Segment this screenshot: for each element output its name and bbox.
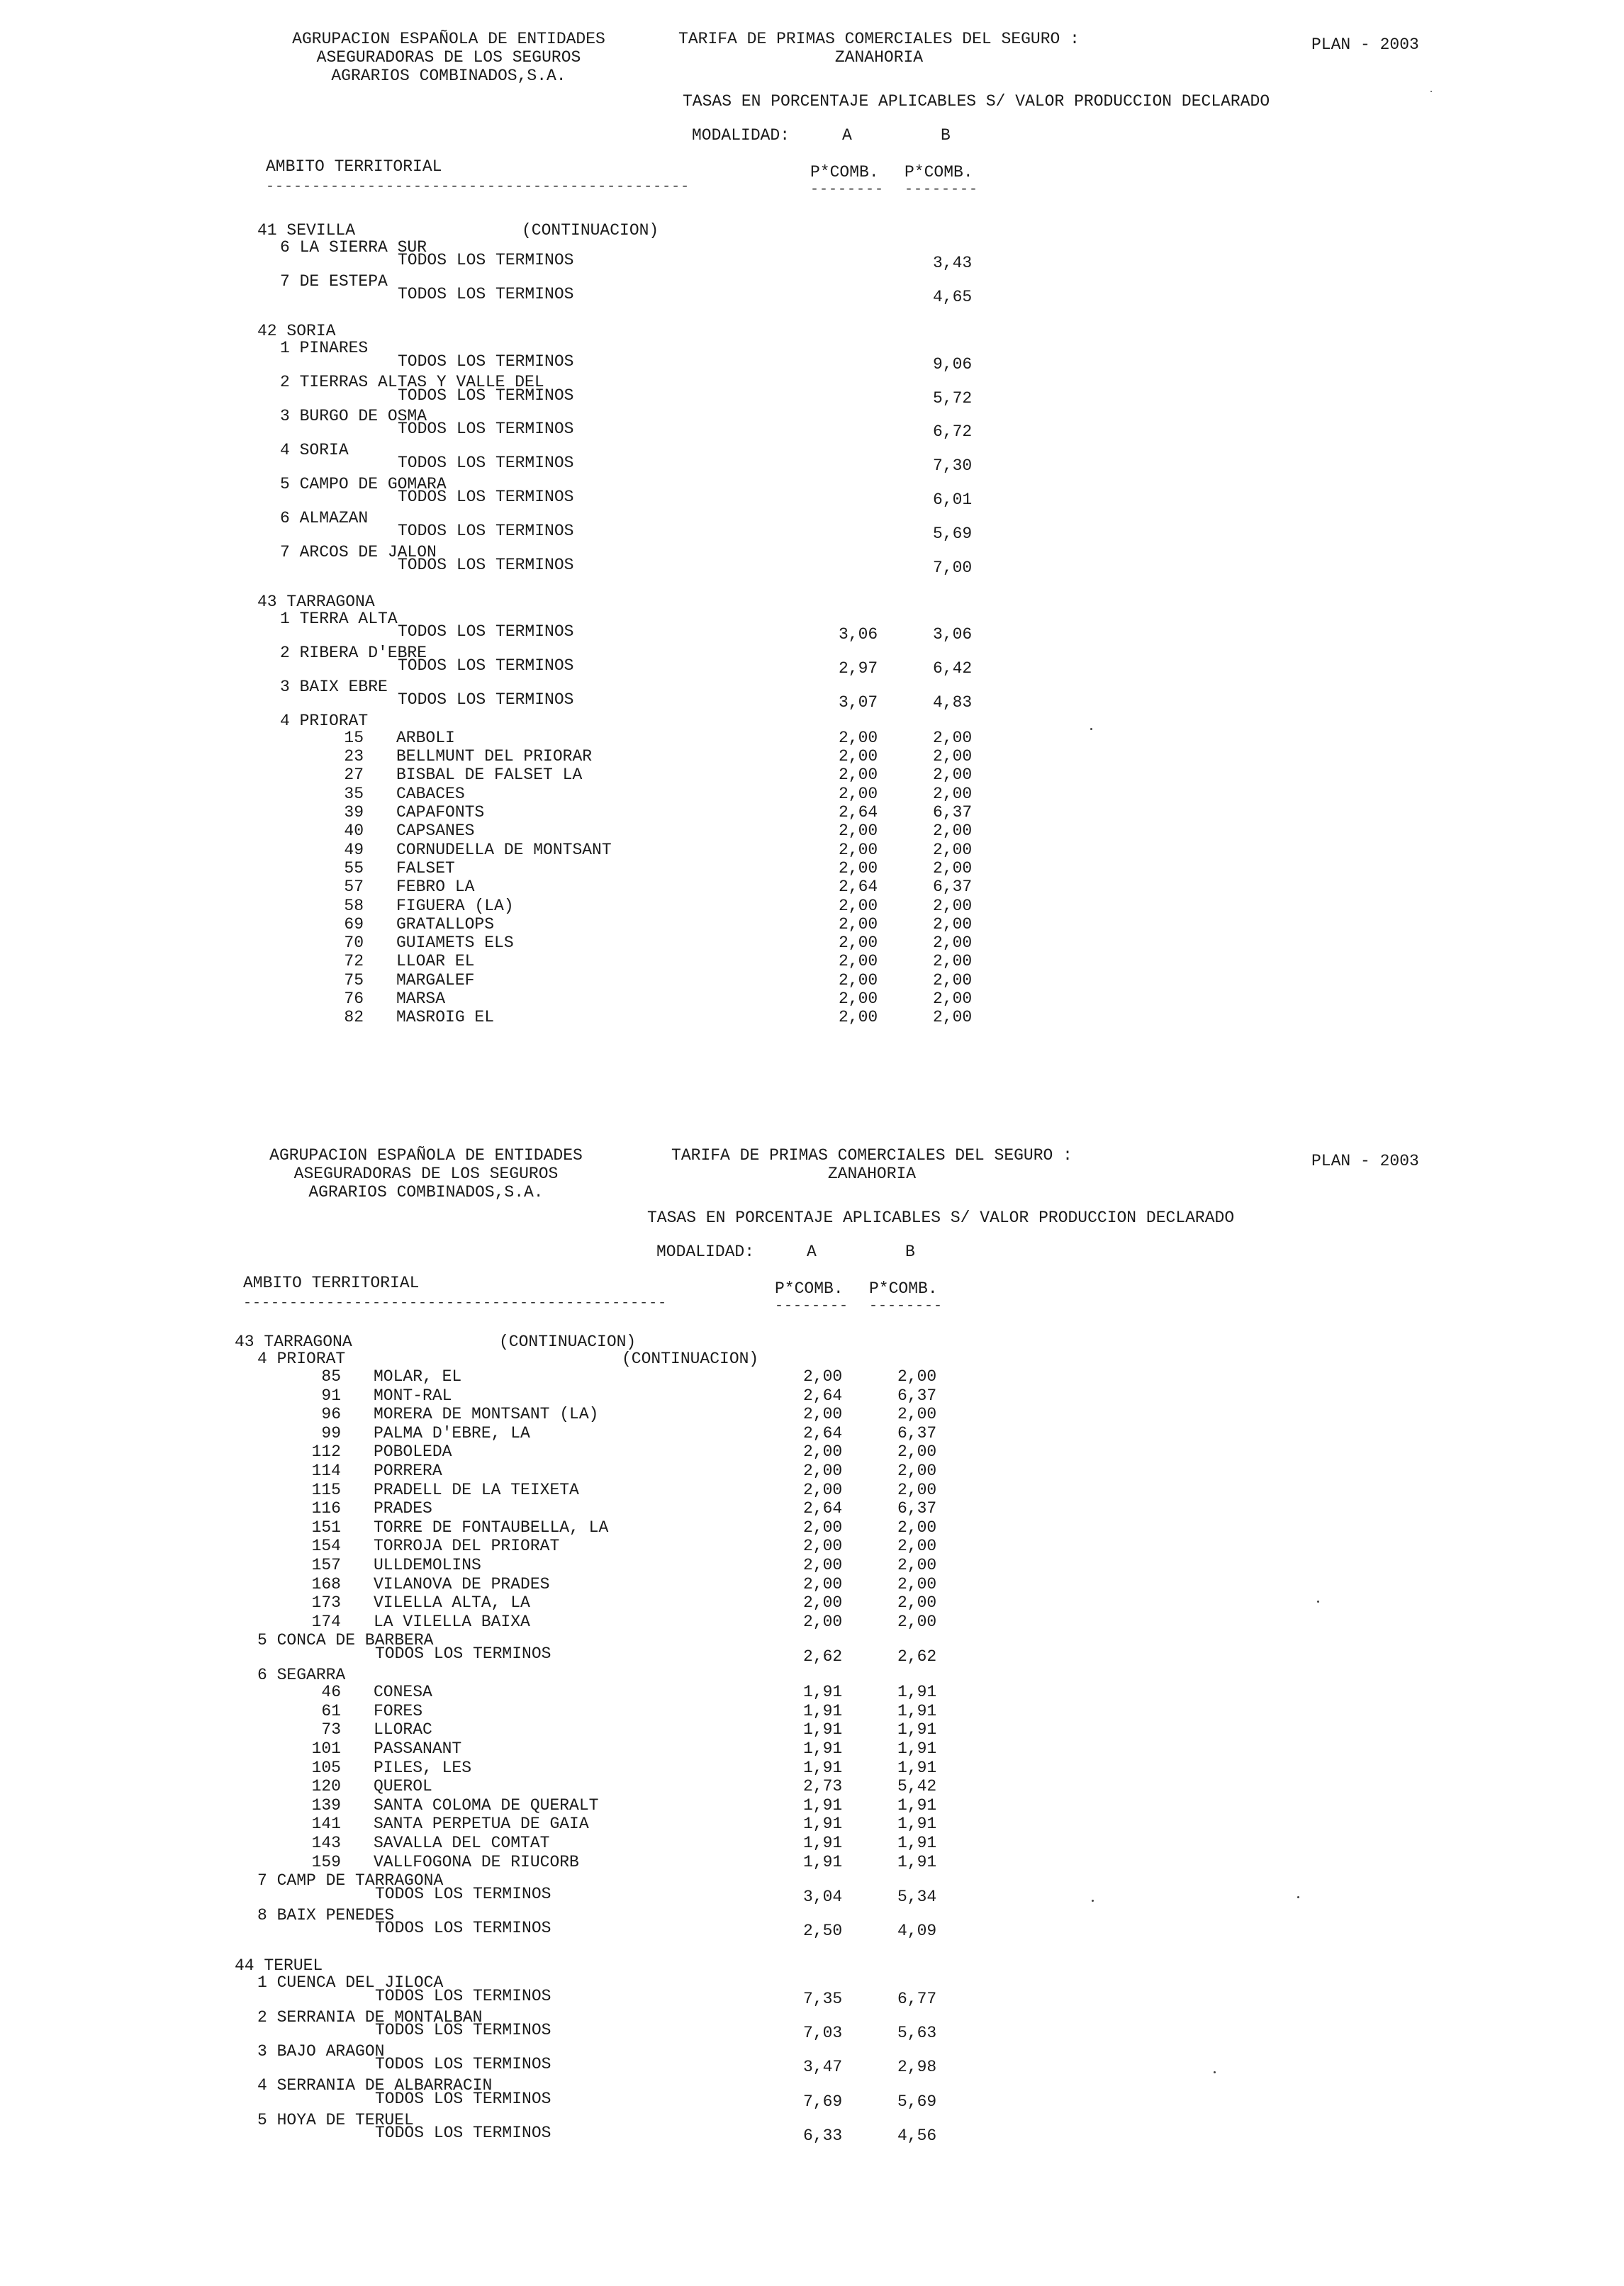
- rate-a: 2,00: [803, 1405, 843, 1424]
- municipality-name: CAPAFONTS: [396, 803, 485, 822]
- municipality-code: 69: [344, 914, 364, 934]
- rate-b: 4,83: [933, 693, 973, 712]
- province-name: 44 TERUEL: [235, 1956, 323, 1975]
- municipality-code: 39: [344, 803, 364, 822]
- rate-a: 1,91: [803, 1834, 843, 1853]
- municipality-name: LLORAC: [374, 1720, 432, 1739]
- municipality-name: FEBRO LA: [396, 878, 475, 897]
- org-line: AGRARIOS COMBINADOS,S.A.: [331, 67, 566, 85]
- rate-a: 2,00: [839, 747, 878, 766]
- all-terms-label: TODOS LOS TERMINOS: [398, 555, 574, 574]
- rate-b: 1,91: [897, 1795, 937, 1815]
- municipality-code: 101: [311, 1739, 341, 1759]
- province-name: 43 TARRAGONA: [257, 592, 375, 611]
- municipality-code: 115: [311, 1480, 341, 1499]
- all-terms-label: TODOS LOS TERMINOS: [398, 386, 574, 405]
- comarca-name: 2 SERRANIA DE MONTALBAN: [257, 2007, 483, 2027]
- rate-a: 1,91: [803, 1758, 843, 1777]
- plan-year: PLAN - 2003: [1311, 1152, 1419, 1170]
- rates-subtitle: TASAS EN PORCENTAJE APLICABLES S/ VALOR PRODUCCION DECLARADO: [647, 1209, 1235, 1227]
- rate-b: 3,06: [933, 625, 973, 644]
- all-terms-label: TODOS LOS TERMINOS: [398, 352, 574, 371]
- rate-b: 1,91: [897, 1683, 937, 1702]
- municipality-name: PILES, LES: [374, 1758, 472, 1777]
- comarca-name: 4 PRIORAT: [280, 711, 369, 730]
- rate-b: 6,77: [897, 1989, 937, 2008]
- rate-b: 2,00: [897, 1461, 937, 1480]
- rate-a: 2,00: [839, 766, 878, 785]
- comarca-name: 7 ARCOS DE JALON: [280, 542, 437, 561]
- rate-b: 6,37: [933, 803, 973, 822]
- column-a-rule: --------: [775, 1298, 849, 1314]
- municipality-name: QUEROL: [374, 1777, 432, 1796]
- municipality-code: 114: [311, 1461, 341, 1480]
- continuation-note: (CONTINUACION): [522, 221, 659, 240]
- province-name: 43 TARRAGONA: [235, 1333, 352, 1351]
- rate-b: 2,00: [897, 1405, 937, 1424]
- municipality-code: 46: [321, 1683, 341, 1702]
- municipality-code: 99: [321, 1423, 341, 1442]
- rate-a: 2,00: [839, 896, 878, 915]
- comarca-name: 1 CUENCA DEL JILOCA: [257, 1973, 444, 1993]
- municipality-name: VILELLA ALTA, LA: [374, 1593, 530, 1613]
- rate-a: 2,00: [839, 728, 878, 747]
- municipality-code: 112: [311, 1442, 341, 1462]
- rate-a: 3,47: [803, 2058, 843, 2077]
- rate-a: 1,91: [803, 1739, 843, 1759]
- rate-b: 2,00: [933, 952, 973, 971]
- municipality-name: LA VILELLA BAIXA: [374, 1612, 530, 1631]
- column-a-header: P*COMB.: [775, 1279, 844, 1298]
- rate-b: 2,00: [897, 1537, 937, 1556]
- province-name: 41 SEVILLA: [257, 221, 356, 240]
- rate-b: 9,06: [933, 354, 973, 374]
- municipality-name: PORRERA: [374, 1461, 442, 1480]
- rate-a: 1,91: [803, 1795, 843, 1815]
- rate-a: 2,00: [839, 858, 878, 878]
- rate-b: 7,30: [933, 456, 973, 476]
- comarca-name: 7 CAMP DE TARRAGONA: [257, 1871, 444, 1890]
- modalidad-a: A: [807, 1243, 817, 1261]
- all-terms-label: TODOS LOS TERMINOS: [398, 420, 574, 439]
- rate-a: 1,91: [803, 1683, 843, 1702]
- comarca-name: 4 PRIORAT: [257, 1350, 346, 1369]
- rate-b: 1,91: [897, 1739, 937, 1759]
- municipality-code: 40: [344, 822, 364, 841]
- rate-a: 2,00: [839, 1008, 878, 1027]
- comarca-name: 5 CONCA DE BARBERA: [257, 1631, 434, 1650]
- rate-a: 3,04: [803, 1887, 843, 1906]
- rate-b: 6,72: [933, 422, 973, 442]
- municipality-name: CAPSANES: [396, 822, 475, 841]
- municipality-name: VALLFOGONA DE RIUCORB: [374, 1852, 579, 1871]
- municipality-name: SANTA PERPETUA DE GAIA: [374, 1815, 589, 1834]
- comarca-name: 5 HOYA DE TERUEL: [257, 2110, 414, 2129]
- rate-a: 2,73: [803, 1777, 843, 1796]
- scan-speck: [1297, 1896, 1299, 1898]
- column-b-rule: --------: [905, 181, 979, 198]
- municipality-code: 58: [344, 896, 364, 915]
- municipality-code: 141: [311, 1815, 341, 1834]
- column-b-header: P*COMB.: [905, 163, 973, 181]
- rate-a: 2,00: [803, 1442, 843, 1462]
- municipality-code: 23: [344, 747, 364, 766]
- rate-b: 2,00: [897, 1612, 937, 1631]
- rate-a: 2,00: [839, 822, 878, 841]
- municipality-code: 49: [344, 840, 364, 859]
- municipality-code: 116: [311, 1499, 341, 1518]
- municipality-name: MONT-RAL: [374, 1386, 452, 1405]
- municipality-code: 154: [311, 1537, 341, 1556]
- all-terms-label: TODOS LOS TERMINOS: [375, 2124, 551, 2143]
- rate-b: 4,65: [933, 288, 973, 307]
- rate-b: 5,34: [897, 1887, 937, 1906]
- municipality-code: 157: [311, 1555, 341, 1574]
- all-terms-label: TODOS LOS TERMINOS: [398, 285, 574, 304]
- municipality-name: CONESA: [374, 1683, 432, 1702]
- municipality-name: CABACES: [396, 784, 465, 803]
- municipality-name: MARSA: [396, 990, 446, 1009]
- rate-a: 2,00: [839, 934, 878, 953]
- rate-a: 1,91: [803, 1815, 843, 1834]
- rate-b: 6,37: [897, 1386, 937, 1405]
- org-line: AGRUPACION ESPAÑOLA DE ENTIDADES: [269, 1146, 583, 1165]
- comarca-name: 6 ALMAZAN: [280, 508, 369, 527]
- rate-b: 2,00: [933, 934, 973, 953]
- rate-a: 1,91: [803, 1720, 843, 1739]
- municipality-name: LLOAR EL: [396, 952, 475, 971]
- municipality-code: 139: [311, 1795, 341, 1815]
- municipality-code: 76: [344, 990, 364, 1009]
- scan-speck: [1092, 1900, 1094, 1902]
- rate-a: 3,07: [839, 693, 878, 712]
- municipality-name: SANTA COLOMA DE QUERALT: [374, 1795, 599, 1815]
- municipality-code: 174: [311, 1612, 341, 1631]
- municipality-name: GUIAMETS ELS: [396, 934, 514, 953]
- rate-b: 1,91: [897, 1701, 937, 1720]
- municipality-name: BISBAL DE FALSET LA: [396, 766, 583, 785]
- municipality-name: CORNUDELLA DE MONTSANT: [396, 840, 612, 859]
- municipality-name: TORROJA DEL PRIORAT: [374, 1537, 560, 1556]
- rate-a: 2,00: [839, 840, 878, 859]
- rate-b: 2,00: [933, 858, 973, 878]
- rate-a: 2,00: [803, 1518, 843, 1537]
- municipality-name: ARBOLI: [396, 728, 455, 747]
- rate-a: 2,64: [803, 1499, 843, 1518]
- comarca-name: 5 CAMPO DE GOMARA: [280, 474, 447, 493]
- rate-b: 1,91: [897, 1720, 937, 1739]
- municipality-code: 15: [344, 728, 364, 747]
- municipality-name: TORRE DE FONTAUBELLA, LA: [374, 1518, 609, 1537]
- comarca-name: 1 TERRA ALTA: [280, 610, 398, 629]
- rate-b: 5,72: [933, 388, 973, 408]
- scan-speck: [1317, 1601, 1319, 1603]
- comarca-name: 3 BAIX EBRE: [280, 677, 388, 696]
- comarca-name: 3 BURGO DE OSMA: [280, 407, 427, 426]
- municipality-code: 73: [321, 1720, 341, 1739]
- municipality-name: GRATALLOPS: [396, 914, 495, 934]
- comarca-name: 2 TIERRAS ALTAS Y VALLE DEL: [280, 373, 544, 392]
- rate-a: 6,33: [803, 2127, 843, 2146]
- rate-a: 2,00: [839, 990, 878, 1009]
- municipality-code: 55: [344, 858, 364, 878]
- province-name: 42 SORIA: [257, 322, 336, 341]
- municipality-code: 105: [311, 1758, 341, 1777]
- header-rule: ----------------------------------------------: [266, 179, 690, 195]
- rate-a: 2,64: [803, 1423, 843, 1442]
- municipality-code: 27: [344, 766, 364, 785]
- rate-b: 1,91: [897, 1834, 937, 1853]
- all-terms-label: TODOS LOS TERMINOS: [375, 1919, 551, 1938]
- rate-b: 6,01: [933, 491, 973, 510]
- rates-subtitle: TASAS EN PORCENTAJE APLICABLES S/ VALOR PRODUCCION DECLARADO: [683, 92, 1270, 111]
- rate-a: 7,03: [803, 2024, 843, 2043]
- rate-a: 2,00: [839, 784, 878, 803]
- municipality-name: ULLDEMOLINS: [374, 1555, 481, 1574]
- rate-a: 2,00: [803, 1480, 843, 1499]
- rate-b: 6,37: [933, 878, 973, 897]
- rate-a: 3,06: [839, 625, 878, 644]
- column-b-rule: --------: [869, 1298, 943, 1314]
- municipality-name: MORERA DE MONTSANT (LA): [374, 1405, 599, 1424]
- municipality-name: MOLAR, EL: [374, 1367, 462, 1386]
- municipality-name: MARGALEF: [396, 970, 475, 990]
- scan-speck: [1214, 2071, 1216, 2073]
- rate-b: 2,00: [897, 1442, 937, 1462]
- org-line: ASEGURADORAS DE LOS SEGUROS: [316, 48, 581, 67]
- rate-b: 5,63: [897, 2024, 937, 2043]
- rate-b: 2,00: [933, 840, 973, 859]
- rate-b: 3,43: [933, 254, 973, 273]
- all-terms-label: TODOS LOS TERMINOS: [398, 690, 574, 710]
- rate-b: 2,00: [897, 1518, 937, 1537]
- rate-b: 2,98: [897, 2058, 937, 2077]
- rate-a: 2,97: [839, 659, 878, 678]
- rate-b: 2,00: [933, 990, 973, 1009]
- municipality-name: MASROIG EL: [396, 1008, 495, 1027]
- rate-b: 2,00: [933, 1008, 973, 1027]
- rate-b: 6,37: [897, 1423, 937, 1442]
- rate-b: 2,00: [933, 784, 973, 803]
- rate-a: 2,00: [839, 970, 878, 990]
- municipality-code: 173: [311, 1593, 341, 1613]
- municipality-code: 85: [321, 1367, 341, 1386]
- rate-a: 1,91: [803, 1701, 843, 1720]
- rate-b: 2,00: [933, 747, 973, 766]
- municipality-name: FALSET: [396, 858, 455, 878]
- municipality-code: 120: [311, 1777, 341, 1796]
- rate-a: 2,00: [803, 1574, 843, 1593]
- comarca-name: 2 RIBERA D'EBRE: [280, 643, 427, 662]
- modalidad-label: MODALIDAD:: [692, 126, 790, 145]
- all-terms-label: TODOS LOS TERMINOS: [398, 488, 574, 507]
- municipality-name: PALMA D'EBRE, LA: [374, 1423, 530, 1442]
- rate-b: 4,09: [897, 1922, 937, 1941]
- rate-a: 2,00: [803, 1555, 843, 1574]
- comarca-name: 4 SERRANIA DE ALBARRACIN: [257, 2076, 493, 2095]
- all-terms-label: TODOS LOS TERMINOS: [398, 622, 574, 641]
- municipality-code: 91: [321, 1386, 341, 1405]
- comarca-name: 1 PINARES: [280, 339, 369, 358]
- municipality-name: PRADES: [374, 1499, 432, 1518]
- modalidad-a: A: [842, 126, 852, 145]
- rate-a: 7,35: [803, 1989, 843, 2008]
- comarca-name: 7 DE ESTEPA: [280, 272, 388, 291]
- continuation-note: (CONTINUACION): [622, 1350, 759, 1369]
- header-rule: ----------------------------------------------: [243, 1295, 668, 1311]
- all-terms-label: TODOS LOS TERMINOS: [398, 656, 574, 676]
- municipality-code: 82: [344, 1008, 364, 1027]
- rate-b: 6,37: [897, 1499, 937, 1518]
- rate-b: 2,00: [897, 1367, 937, 1386]
- municipality-code: 35: [344, 784, 364, 803]
- municipality-name: FORES: [374, 1701, 423, 1720]
- rate-b: 7,00: [933, 558, 973, 577]
- all-terms-label: TODOS LOS TERMINOS: [398, 522, 574, 540]
- comarca-name: 4 SORIA: [280, 441, 349, 460]
- all-terms-label: TODOS LOS TERMINOS: [375, 1644, 551, 1663]
- continuation-note: (CONTINUACION): [499, 1333, 637, 1351]
- org-line: AGRUPACION ESPAÑOLA DE ENTIDADES: [292, 30, 605, 48]
- municipality-name: SAVALLA DEL COMTAT: [374, 1834, 550, 1853]
- municipality-code: 70: [344, 934, 364, 953]
- comarca-name: 3 BAJO ARAGON: [257, 2041, 385, 2061]
- rate-a: 2,50: [803, 1922, 843, 1941]
- municipality-code: 96: [321, 1405, 341, 1424]
- municipality-code: 57: [344, 878, 364, 897]
- rate-b: 2,00: [933, 914, 973, 934]
- municipality-code: 159: [311, 1852, 341, 1871]
- municipality-name: BELLMUNT DEL PRIORAR: [396, 747, 593, 766]
- tariff-title: TARIFA DE PRIMAS COMERCIALES DEL SEGURO :: [678, 30, 1080, 48]
- rate-b: 6,42: [933, 659, 973, 678]
- rate-b: 2,00: [933, 822, 973, 841]
- rate-b: 1,91: [897, 1852, 937, 1871]
- modalidad-b: B: [905, 1243, 915, 1261]
- rate-a: 2,00: [803, 1367, 843, 1386]
- all-terms-label: TODOS LOS TERMINOS: [375, 1884, 551, 1903]
- rate-b: 1,91: [897, 1815, 937, 1834]
- column-a-rule: --------: [810, 181, 885, 198]
- comarca-name: 6 SEGARRA: [257, 1665, 346, 1684]
- rate-a: 1,91: [803, 1852, 843, 1871]
- municipality-name: POBOLEDA: [374, 1442, 452, 1462]
- municipality-name: FIGUERA (LA): [396, 896, 514, 915]
- municipality-code: 72: [344, 952, 364, 971]
- municipality-name: PRADELL DE LA TEIXETA: [374, 1480, 579, 1499]
- modalidad-b: B: [941, 126, 951, 145]
- rate-b: 2,00: [933, 766, 973, 785]
- ambito-header: AMBITO TERRITORIAL: [243, 1274, 420, 1292]
- rate-a: 2,64: [839, 803, 878, 822]
- all-terms-label: TODOS LOS TERMINOS: [375, 2055, 551, 2074]
- all-terms-label: TODOS LOS TERMINOS: [398, 454, 574, 473]
- column-a-header: P*COMB.: [810, 163, 879, 181]
- municipality-code: 168: [311, 1574, 341, 1593]
- rate-b: 2,62: [897, 1647, 937, 1666]
- tariff-title: ZANAHORIA: [827, 1165, 917, 1183]
- all-terms-label: TODOS LOS TERMINOS: [375, 2021, 551, 2040]
- municipality-code: 61: [321, 1701, 341, 1720]
- org-line: AGRARIOS COMBINADOS,S.A.: [308, 1183, 544, 1201]
- rate-b: 2,00: [933, 970, 973, 990]
- municipality-code: 143: [311, 1834, 341, 1853]
- modalidad-label: MODALIDAD:: [656, 1243, 755, 1261]
- ambito-header: AMBITO TERRITORIAL: [266, 157, 442, 176]
- comarca-name: 8 BAIX PENEDES: [257, 1905, 395, 1924]
- rate-a: 7,69: [803, 2092, 843, 2111]
- rate-a: 2,64: [803, 1386, 843, 1405]
- municipality-name: PASSANANT: [374, 1739, 462, 1759]
- rate-a: 2,64: [839, 878, 878, 897]
- all-terms-label: TODOS LOS TERMINOS: [398, 251, 574, 270]
- all-terms-label: TODOS LOS TERMINOS: [375, 1986, 551, 2005]
- all-terms-label: TODOS LOS TERMINOS: [375, 2089, 551, 2108]
- org-line: ASEGURADORAS DE LOS SEGUROS: [293, 1165, 559, 1183]
- municipality-code: 151: [311, 1518, 341, 1537]
- rate-a: 2,00: [803, 1537, 843, 1556]
- rate-b: 4,56: [897, 2127, 937, 2146]
- rate-b: 5,69: [933, 525, 973, 543]
- municipality-code: 75: [344, 970, 364, 990]
- rate-b: 2,00: [933, 728, 973, 747]
- rate-a: 2,00: [839, 952, 878, 971]
- rate-a: 2,62: [803, 1647, 843, 1666]
- rate-a: 2,00: [803, 1593, 843, 1613]
- rate-b: 2,00: [897, 1480, 937, 1499]
- rate-b: 5,69: [897, 2092, 937, 2111]
- rate-b: 5,42: [897, 1777, 937, 1796]
- rate-b: 2,00: [897, 1574, 937, 1593]
- rate-a: 2,00: [803, 1612, 843, 1631]
- municipality-name: VILANOVA DE PRADES: [374, 1574, 550, 1593]
- column-b-header: P*COMB.: [869, 1279, 938, 1298]
- rate-b: 1,91: [897, 1758, 937, 1777]
- rate-a: 2,00: [803, 1461, 843, 1480]
- rate-b: 2,00: [897, 1593, 937, 1613]
- rate-b: 2,00: [933, 896, 973, 915]
- tariff-title: TARIFA DE PRIMAS COMERCIALES DEL SEGURO :: [671, 1146, 1073, 1165]
- scan-speck: [1430, 91, 1432, 92]
- tariff-title: ZANAHORIA: [834, 48, 924, 67]
- rate-a: 2,00: [839, 914, 878, 934]
- rate-b: 2,00: [897, 1555, 937, 1574]
- scan-speck: [1090, 728, 1092, 730]
- plan-year: PLAN - 2003: [1311, 35, 1419, 54]
- comarca-name: 6 LA SIERRA SUR: [280, 238, 427, 257]
